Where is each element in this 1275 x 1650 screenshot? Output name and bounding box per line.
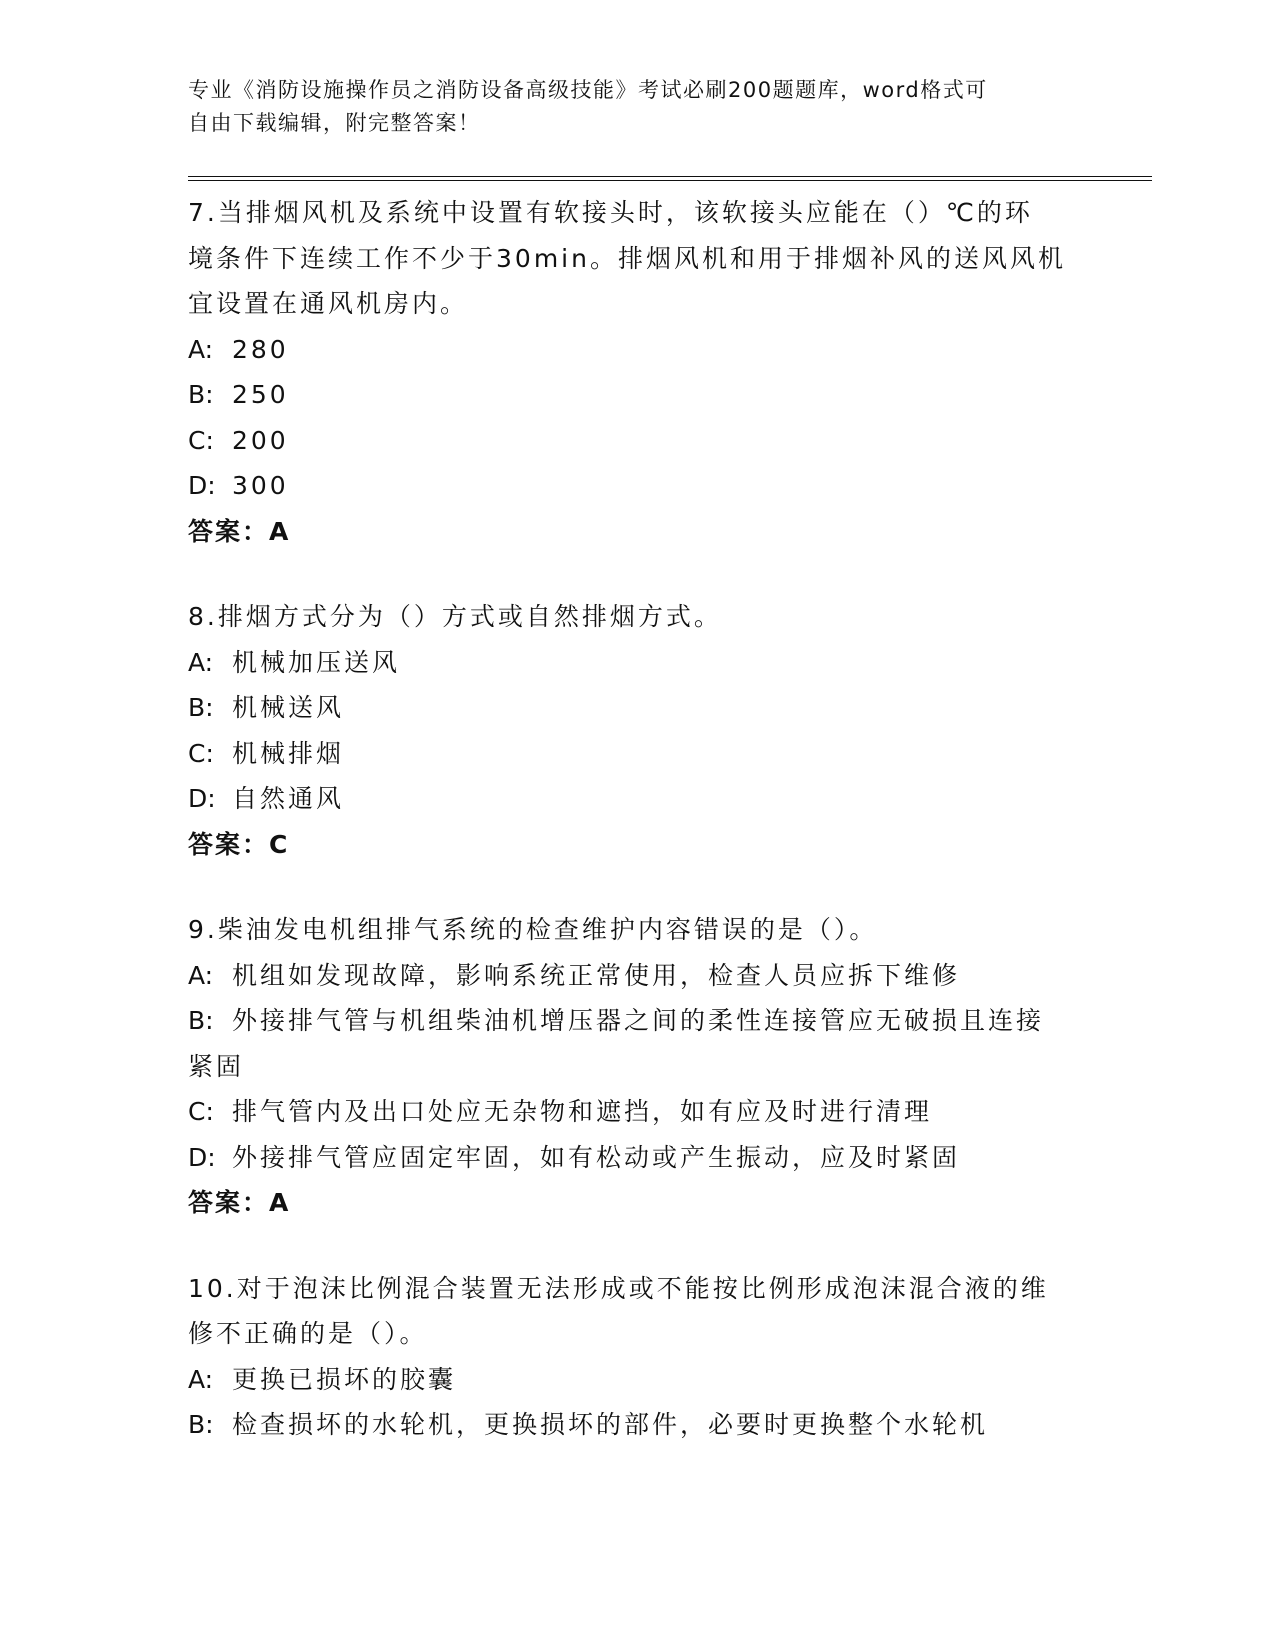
option-letter: C:	[188, 738, 214, 768]
option-text: 200	[232, 425, 289, 455]
option-letter: D:	[188, 471, 216, 500]
option-c	[188, 731, 1108, 777]
option-text: 机械排烟	[232, 738, 345, 768]
option-text: 自然通风	[232, 784, 345, 813]
option-letter: B:	[188, 1410, 214, 1439]
question-stem-line: 8.排烟方式分为（）方式或自然排烟方式。	[188, 602, 722, 631]
option-text: 机组如发现故障，影响系统正常使用，检查人员应拆下维修	[232, 960, 961, 990]
header-line-1: 专业《消防设施操作员之消防设备高级技能》考试必刷200题题库，word格式可	[188, 78, 988, 102]
option-letter: B:	[188, 1006, 214, 1035]
question-7	[188, 190, 1108, 554]
option-letter: A:	[188, 1364, 214, 1394]
option-b	[188, 372, 1108, 418]
question-10	[188, 1266, 1108, 1448]
option-text: 检查损坏的水轮机，更换损坏的部件，必要时更换整个水轮机	[232, 1410, 989, 1439]
option-letter: A:	[188, 960, 214, 990]
option-letter: D:	[188, 784, 216, 813]
option-c	[188, 418, 1108, 464]
option-letter: A:	[188, 647, 214, 677]
option-a	[188, 640, 1108, 686]
option-d	[188, 1135, 1108, 1181]
header-double-rule	[188, 176, 1152, 181]
answer-line: 答案：A	[188, 516, 291, 546]
option-letter: B:	[188, 380, 214, 409]
question-stem-line: 境条件下连续工作不少于30min。排烟风机和用于排烟补风的送风风机	[188, 243, 1066, 273]
option-c	[188, 1089, 1108, 1135]
option-a	[188, 327, 1108, 373]
option-letter: C:	[188, 1097, 214, 1126]
option-d	[188, 776, 1108, 822]
option-text: 排气管内及出口处应无杂物和遮挡，如有应及时进行清理	[232, 1097, 933, 1126]
answer-line: 答案：C	[188, 829, 290, 859]
question-stem-line: 9.柴油发电机组排气系统的检查维护内容错误的是（）。	[188, 915, 878, 944]
answer-line: 答案：A	[188, 1188, 291, 1217]
question-stem-line: 10.对于泡沫比例混合装置无法形成或不能按比例形成泡沫混合液的维	[188, 1273, 1049, 1303]
option-a	[188, 953, 1108, 999]
option-b	[188, 998, 1108, 1044]
option-letter: D:	[188, 1142, 216, 1172]
option-text: 更换已损坏的胶囊	[232, 1364, 457, 1394]
option-continuation: 紧固	[188, 1051, 245, 1081]
option-d	[188, 463, 1108, 509]
question-stem-line: 修不正确的是（）。	[188, 1319, 428, 1348]
question-stem-line: 7.当排烟风机及系统中设置有软接头时，该软接头应能在（）℃的环	[188, 198, 1033, 227]
question-9	[188, 907, 1108, 1226]
header-line-2: 自由下载编辑，附完整答案！	[188, 111, 481, 135]
option-text: 外接排气管应固定牢固，如有松动或产生振动，应及时紧固	[232, 1142, 961, 1172]
option-text: 机械送风	[232, 693, 345, 722]
question-stem-line: 宜设置在通风机房内。	[188, 289, 469, 318]
question-list	[188, 190, 1108, 1488]
option-text: 280	[232, 334, 289, 364]
option-text: 250	[232, 380, 289, 409]
option-letter: A:	[188, 334, 214, 364]
option-b	[188, 1402, 1108, 1448]
option-b	[188, 685, 1108, 731]
question-8	[188, 594, 1108, 867]
option-a	[188, 1357, 1108, 1403]
option-letter: C:	[188, 425, 214, 455]
option-letter: B:	[188, 693, 214, 722]
option-text: 外接排气管与机组柴油机增压器之间的柔性连接管应无破损且连接	[232, 1006, 1045, 1035]
document-header	[188, 74, 1068, 140]
option-text: 机械加压送风	[232, 647, 401, 677]
option-text: 300	[232, 471, 289, 500]
